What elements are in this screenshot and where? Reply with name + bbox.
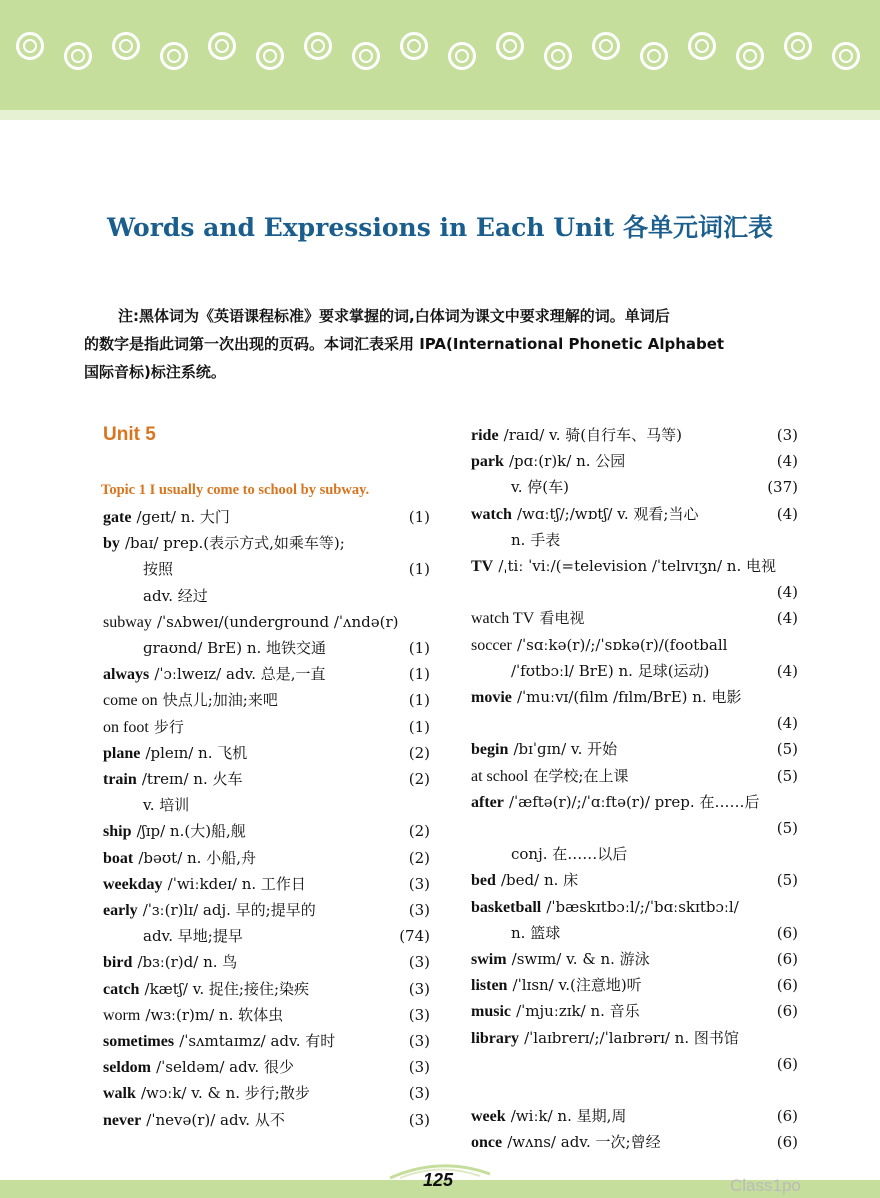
ring-icon (400, 32, 428, 60)
vocab-page-ref: (3) (408, 874, 430, 893)
vocab-entry (103, 609, 399, 635)
vocab-definition: /ˈlaɪbrerɪ/;/ˈlaɪbrərɪ/ n. 图书馆 (524, 1028, 739, 1047)
vocab-entry (103, 1107, 285, 1133)
vocab-entry (103, 504, 230, 530)
ring-icon (496, 32, 524, 60)
ring-icon (544, 42, 572, 70)
vocab-entry (471, 867, 578, 893)
vocab-entry (471, 1025, 739, 1051)
vocab-definition: conj. 在……以后 (511, 845, 628, 864)
vocab-word: begin (471, 741, 509, 759)
vocab-entry (471, 789, 759, 815)
vocab-definition: 步行 (153, 717, 184, 736)
vocab-entry (471, 684, 742, 710)
vocab-page-ref: (1) (408, 691, 430, 710)
vocab-definition: /bɜː(r)d/ n. 鸟 (137, 953, 238, 972)
vocab-definition: adv. 经过 (143, 586, 208, 605)
vocab-page-ref: (3) (408, 1032, 430, 1050)
vocab-entry (471, 998, 640, 1024)
header-band (0, 0, 880, 110)
vocab-definition: v. 停(车) (511, 478, 569, 497)
vocab-entry (471, 422, 682, 448)
vocab-entry (103, 1054, 294, 1080)
vocab-definition: /ˈseldəm/ adv. 很少 (156, 1058, 294, 1077)
vocab-entry (143, 635, 326, 661)
vocab-definition: /ˈlɪsn/ v.(注意地)听 (512, 976, 642, 995)
vocab-definition: /ˌtiː ˈviː/(=television /ˈtelɪvɪʒn/ n. 电视 (498, 557, 776, 575)
ring-icon (784, 32, 812, 60)
vocab-definition: /wiːk/ n. 星期,周 (510, 1107, 627, 1126)
vocab-page-ref: (6) (776, 923, 798, 942)
vocab-entry (103, 976, 309, 1002)
vocab-word: worm (103, 1006, 141, 1024)
vocab-definition: n. 篮球 (511, 923, 561, 942)
vocab-definition: /raɪd/ v. 骑(自行车、马等) (503, 426, 682, 444)
vocab-page-ref: (3) (408, 1058, 430, 1077)
vocab-word: gate (103, 509, 132, 526)
vocab-entry (103, 1002, 283, 1028)
vocab-word: week (471, 1108, 506, 1126)
vocab-entry (471, 553, 776, 579)
vocab-entry (103, 1080, 310, 1106)
vocab-word: bird (103, 954, 133, 972)
vocab-page-ref: (5) (776, 740, 798, 759)
vocab-definition: /ˈfʊtbɔːl/ BrE) n. 足球(运动) (511, 661, 710, 680)
vocab-page-ref: (37) (767, 478, 798, 497)
vocab-definition: /treɪn/ n. 火车 (141, 770, 243, 788)
vocab-word: seldom (103, 1059, 151, 1077)
vocab-word: ship (103, 823, 132, 841)
vocab-page-ref: (5) (776, 819, 798, 837)
vocab-page-ref: (3) (776, 426, 798, 444)
vocab-page-ref: (4) (776, 714, 798, 733)
vocab-entry (143, 923, 243, 949)
vocab-entry (471, 894, 739, 920)
vocab-word: at school (471, 767, 529, 785)
vocab-entry (103, 949, 237, 975)
vocab-definition: /kætʃ/ v. 捉住;接住;染疾 (144, 979, 310, 998)
vocab-definition: /ˈwiːkdeɪ/ n. 工作日 (167, 874, 306, 893)
vocab-page-ref: (1) (408, 665, 430, 684)
vocab-definition: /ˈæftə(r)/;/ˈɑːftə(r)/ prep. 在……后 (508, 792, 760, 811)
vocab-page-ref: (4) (776, 661, 798, 680)
vocab-definition: 按照 (143, 560, 174, 579)
vocab-entry (143, 556, 173, 582)
vocab-definition: ɡraʊnd/ BrE) n. 地铁交通 (143, 639, 327, 657)
vocab-word: always (103, 666, 150, 684)
vocab-definition: v. 培训 (143, 796, 190, 815)
watermark-text: Class1po (730, 1176, 801, 1195)
vocab-word: after (471, 793, 504, 811)
vocab-entry (511, 658, 709, 684)
vocab-definition: /ˈɔːlweɪz/ adv. 总是,一直 (154, 665, 326, 684)
vocab-definition: 在学校;在上课 (533, 766, 629, 785)
vocab-page-ref: (6) (776, 976, 798, 995)
vocab-word: library (471, 1029, 519, 1047)
vocab-entry (143, 792, 189, 818)
vocab-entry (511, 841, 627, 867)
vocab-word: park (471, 453, 504, 471)
ring-icon (448, 42, 476, 70)
vocab-page-ref: (3) (408, 1084, 430, 1103)
ring-icon (112, 32, 140, 60)
vocab-word: listen (471, 977, 508, 995)
vocab-definition: /ˈɜː(r)lɪ/ adj. 早的;提早的 (142, 901, 316, 919)
vocab-entry (103, 714, 184, 740)
vocab-page-ref: (1) (408, 639, 430, 657)
note-line-1: 注:黑体词为《英语课程标准》要求掌握的词,白体词为课文中要求理解的词。单词后 (118, 307, 670, 325)
vocab-entry (471, 448, 625, 474)
vocab-definition: /bəʊt/ n. 小船,舟 (138, 848, 256, 867)
vocab-definition: /bɪˈɡɪn/ v. 开始 (513, 740, 618, 759)
vocab-page-ref: (6) (776, 1002, 798, 1021)
vocab-word: never (103, 1111, 142, 1129)
ring-icon (688, 32, 716, 60)
vocab-word: by (103, 535, 120, 553)
vocab-entry (143, 583, 208, 609)
vocab-entry (103, 897, 316, 923)
vocab-definition: /bed/ n. 床 (501, 871, 579, 890)
ring-icon (256, 42, 284, 70)
header-strip (0, 110, 880, 120)
ring-icon (208, 32, 236, 60)
vocab-word: movie (471, 689, 512, 706)
vocab-definition: /ˈsʌmtaɪmz/ adv. 有时 (179, 1032, 336, 1050)
note-line-2: 的数字是指此词第一次出现的页码。本词汇表采用 IPA(International Phonetic Alphabet (84, 335, 725, 353)
ring-icon (832, 42, 860, 70)
vocab-definition: /ˈmuːvɪ/(film /fɪlm/BrE) n. 电影 (516, 688, 742, 706)
vocab-entry (511, 527, 560, 553)
vocab-entry (471, 972, 642, 998)
vocab-entry (103, 661, 326, 687)
vocab-definition: adv. 早地;提早 (143, 927, 243, 946)
vocab-definition: /ˈmjuːzɪk/ n. 音乐 (516, 1002, 640, 1021)
vocab-entry (471, 501, 698, 527)
vocab-entry (471, 1129, 661, 1155)
vocab-word: boat (103, 849, 134, 867)
vocab-definition: /wʌns/ adv. 一次;曾经 (507, 1133, 661, 1152)
vocab-page-ref: (74) (399, 927, 430, 946)
vocab-entry (103, 766, 242, 792)
vocab-definition: /pɑː(r)k/ n. 公园 (509, 452, 626, 471)
vocab-page-ref: (6) (776, 1107, 798, 1126)
vocab-definition: /pleɪn/ n. 飞机 (145, 743, 248, 762)
vocab-definition: /baɪ/ prep.(表示方式,如乘车等); (125, 534, 345, 553)
vocab-definition: /ˈsʌbweɪ/(underground /ˈʌndə(r) (156, 612, 399, 631)
vocab-page-ref: (2) (408, 743, 430, 762)
vocab-word: weekday (103, 875, 163, 893)
vocab-page-ref: (2) (408, 822, 430, 841)
vocab-entry (471, 736, 617, 762)
vocab-definition: 看电视 (539, 609, 585, 628)
vocab-definition: /ɡeɪt/ n. 大门 (136, 508, 230, 526)
vocab-word: watch (471, 505, 512, 523)
vocab-entry (103, 845, 256, 871)
vocab-entry (471, 946, 650, 972)
note-line-3: 国际音标)标注系统。 (84, 363, 226, 381)
vocab-word: watch TV (471, 610, 535, 628)
vocab-definition: /swɪm/ v. & n. 游泳 (511, 950, 650, 968)
ring-icon (304, 32, 332, 60)
vocab-page-ref: (3) (408, 1110, 430, 1129)
vocab-entry (103, 687, 278, 713)
vocab-word: swim (471, 951, 507, 968)
ring-icon (64, 42, 92, 70)
vocab-page-ref: (1) (408, 560, 430, 579)
vocab-word: music (471, 1003, 511, 1021)
vocab-page-ref: (6) (776, 1133, 798, 1152)
vocab-page-ref: (2) (408, 848, 430, 867)
ring-icon (640, 42, 668, 70)
vocab-entry (511, 474, 569, 500)
vocab-word: subway (103, 613, 152, 631)
intro-note (84, 302, 802, 386)
vocab-page-ref: (3) (408, 901, 430, 919)
vocab-definition: /wɜː(r)m/ n. 软体虫 (145, 1005, 284, 1024)
vocab-page-ref: (4) (776, 609, 798, 628)
vocab-page-ref: (2) (408, 770, 430, 788)
vocab-word: sometimes (103, 1033, 175, 1050)
vocab-entry (471, 605, 584, 631)
vocab-word: bed (471, 872, 496, 890)
vocab-word: walk (103, 1085, 136, 1103)
ring-icon (592, 32, 620, 60)
vocab-page-ref: (5) (776, 871, 798, 890)
decorative-rings (0, 30, 880, 80)
vocab-definition: /ˈnevə(r)/ adv. 从不 (146, 1110, 285, 1129)
vocab-page-ref: (4) (776, 504, 798, 523)
vocab-page-ref: (6) (776, 950, 798, 968)
vocab-page-ref: (4) (776, 583, 798, 602)
vocab-entry (103, 871, 306, 897)
vocab-word: soccer (471, 636, 512, 654)
vocab-entry (511, 920, 560, 946)
vocab-definition: /ˈbæskɪtbɔːl/;/ˈbɑːskɪtbɔːl/ (546, 897, 739, 916)
vocab-page-ref: (1) (408, 717, 430, 736)
vocab-entry (471, 632, 727, 658)
vocab-definition: /wɔːk/ v. & n. 步行;散步 (141, 1084, 310, 1103)
vocab-definition: /ˈsɑːkə(r)/;/ˈsɒkə(r)/(football (516, 635, 728, 654)
vocab-definition: 快点儿;加油;来吧 (162, 691, 278, 710)
ring-icon (352, 42, 380, 70)
vocab-page-ref: (1) (408, 508, 430, 526)
vocab-word: basketball (471, 898, 542, 916)
vocab-word: TV (471, 558, 494, 575)
ring-icon (736, 42, 764, 70)
ring-icon (160, 42, 188, 70)
vocab-entry (103, 1028, 335, 1054)
vocab-word: catch (103, 980, 140, 998)
vocab-entry (471, 763, 628, 789)
vocab-entry (103, 740, 247, 766)
vocab-definition: /wɑːtʃ/;/wɒtʃ/ v. 观看;当心 (516, 504, 699, 523)
vocab-entry (471, 1103, 626, 1129)
vocab-definition: n. 手表 (511, 530, 561, 549)
vocab-word: ride (471, 427, 499, 444)
vocab-word: train (103, 771, 137, 788)
unit-heading: Unit 5 (103, 424, 156, 445)
vocab-word: plane (103, 744, 141, 762)
vocab-entry (103, 818, 246, 844)
vocab-page-ref: (4) (776, 452, 798, 471)
vocab-word: once (471, 1134, 503, 1152)
page-title: Words and Expressions in Each Unit 各单元词汇表 (107, 213, 773, 242)
vocab-page-ref: (5) (776, 766, 798, 785)
ring-icon (16, 32, 44, 60)
vocab-page-ref: (6) (776, 1054, 798, 1073)
vocab-entry (103, 530, 345, 556)
vocab-word: on foot (103, 718, 149, 736)
vocab-page-ref: (3) (408, 953, 430, 972)
vocab-word: early (103, 902, 138, 919)
vocab-definition: /ʃɪp/ n.(大)船,舰 (136, 822, 246, 841)
vocab-page-ref: (3) (408, 1005, 430, 1024)
topic-heading: Topic 1 I usually come to school by subway. (101, 482, 370, 498)
vocab-page-ref: (3) (408, 979, 430, 998)
page-number: 125 (423, 1170, 454, 1190)
vocab-word: come on (103, 692, 158, 710)
